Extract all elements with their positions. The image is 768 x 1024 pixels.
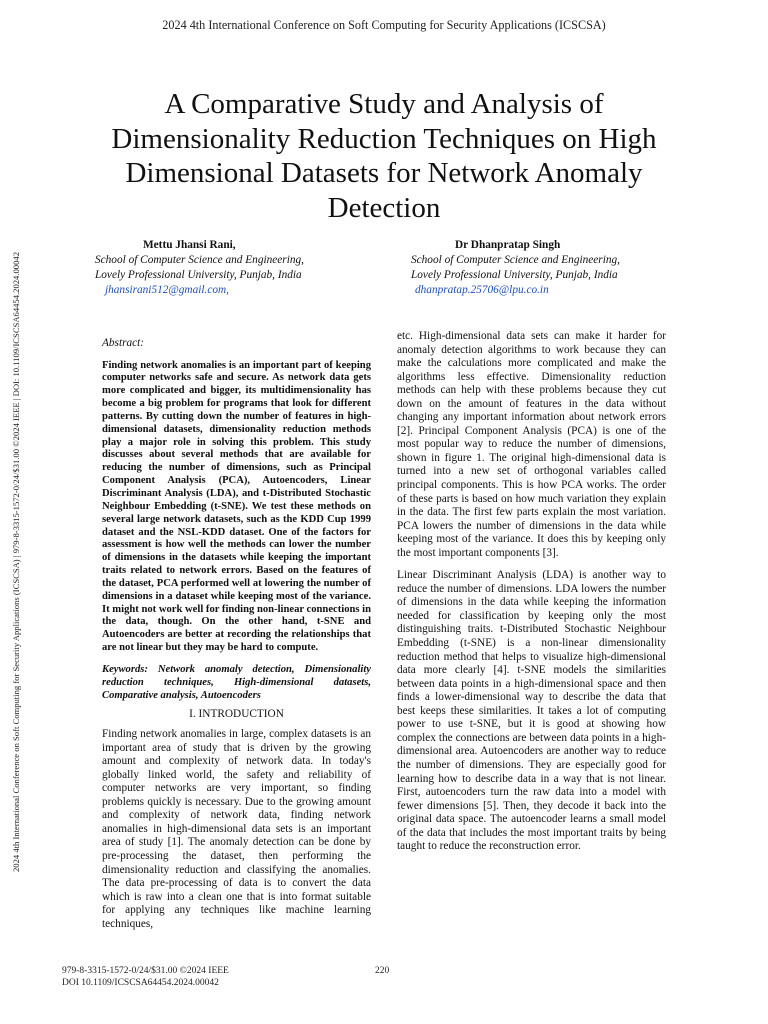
author-affiliation: Lovely Professional University, Punjab, India	[411, 269, 618, 281]
abstract-label: Abstract:	[102, 337, 145, 349]
author-affiliation: Lovely Professional University, Punjab, India	[95, 269, 302, 281]
abstract-text: Finding network anomalies is an important part of keeping computer networks safe and secure. As network data gets more complicated and bigger, its multidimensionality has become a big problem for programs that look for different patterns. By cutting down the number of features in high-dimensional datasets, dimensionality reduction methods play a major role in solving this problem. This study discusses about several methods that are available for reducing the number of dimensions, such as Principal Component Analysis (PCA), Autoencoders, Linear Discriminant Analysis (LDA), and t-Distributed Stochastic Neighbour Embedding (t-SNE). We test these methods on several large network datasets, such as the KDD Cup 1999 dataset and the NSL-KDD dataset. One of the factors for assessment is how well the methods can lower the number of dimensions in the datasets while keeping the important traits related to network errors. Based on the features of the dataset, PCA performed well at lowering the number of dimensions in a dataset while keeping most of the variance. It might not work well for finding non-linear connections in the data, though. On the other hand, t-SNE and Autoencoders are better at recording the relationships that are not linear but they may be hard to compute.	[102, 359, 371, 654]
conference-header: 2024 4th International Conference on Soft Computing for Security Applications (ICSCSA)	[162, 18, 606, 32]
keywords: Keywords: Network anomaly detection, Dimensionality reduction techniques, High-dimensional datasets, Comparative analysis, Autoencoders	[102, 663, 371, 701]
author-block-2	[411, 238, 651, 298]
right-column	[397, 330, 666, 863]
side-banner	[10, 160, 22, 872]
intro-paragraph: Finding network anomalies in large, complex datasets is an important area of study that is driven by the growing amount and complexity of network data. In today's globally linked world, the safety and reliability of computer networks are very important, so finding problems quickly is necessary. Due to the growing amount and complexity of network data, finding network anomalies in high-dimensional data sets is an important area of study [1]. The anomaly detection can be done by pre-processing the dataset, then performing the dimensionality reduction and classifying the anomalies. The data pre-processing of data is to convert the data which is raw into a clean one that is into format suitable for applying any techniques like machine learning techniques,	[102, 728, 371, 930]
section-heading-introduction: I. INTRODUCTION	[189, 708, 284, 721]
footer-copyright	[62, 966, 229, 989]
author-affiliation: School of Computer Science and Engineering,	[411, 254, 620, 266]
author-email-link[interactable]: dhanpratap.25706@lpu.co.in	[415, 284, 549, 296]
body-paragraph: Linear Discriminant Analysis (LDA) is another way to reduce the number of dimensions. LDA lowers the number of dimensions in the data while keeping the information needed for classification by keeping only the most distinguishing traits. t-Distributed Stochastic Neighbour Embedding (t-SNE) is a non-linear dimensionality reduction method that helps to visualize high-dimensional data more clearly [4]. t-SNE models the similarities between data points in a high-dimensional space and then finds a lower-dimensional way to describe the data that best keeps these similarities. It takes a lot of computing power to use t-SNE, but it is good at showing how complex the connections are between data points in a high-dimensional area. Autoencoders are another way to reduce the number of dimensions. They are especially good for learning how to describe data in a way that is not linear. First, autoencoders turn the raw data into a model with fewer dimensions [5]. Then, they decode it back into the original data space. The autoencoder learns a small model of the data that includes the most important traits by being taught to reduce the reconstruction error.	[397, 569, 666, 853]
body-paragraph: etc. High-dimensional data sets can make it harder for anomaly detection algorithms to work because they can make the calculations more complicated and make the algorithms less effective. Dimensionality reduction methods can help with these problems because they cut down on the amount of features in the data without changing any important information about network errors [2]. Principal Component Analysis (PCA) is one of the most popular way to reduce the number of dimensions, shown in figure 1. The original high-dimensional data is turned into a new set of orthogonal variables called principal components. This is how PCA works. The order of these parts is based on how much variation they explain in the data. The first few parts explain the most variation. PCA lowers the number of dimensions in the data while keeping most of the variance. It does this by keeping only the most important components [3].	[397, 330, 666, 559]
author-name: Mettu Jhansi Rani,	[143, 239, 236, 251]
author-email-link[interactable]: jhansirani512@gmail.com,	[105, 284, 229, 296]
author-block-1	[95, 238, 325, 298]
footer-isbn: 979-8-3315-1572-0/24/$31.00 ©2024 IEEE	[62, 966, 229, 976]
side-banner-text: 2024 4th International Conference on Soft Computing for Security Applications (ICSCSA) | 979-8-3315-1572-0/24/$31.00 ©2024 IEEE | DOI: 10.1109/ICSCSA64454.2024.00042	[11, 252, 21, 872]
paper-title: A Comparative Study and Analysis of Dimensionality Reduction Techniques on High Dimensional Datasets for Network Anomaly Detection	[111, 88, 657, 224]
author-name: Dr Dhanpratap Singh	[455, 239, 561, 251]
author-affiliation: School of Computer Science and Engineering,	[95, 254, 304, 266]
footer-doi: DOI 10.1109/ICSCSA64454.2024.00042	[62, 977, 219, 988]
page-number: 220	[375, 966, 390, 976]
left-column	[102, 337, 371, 940]
